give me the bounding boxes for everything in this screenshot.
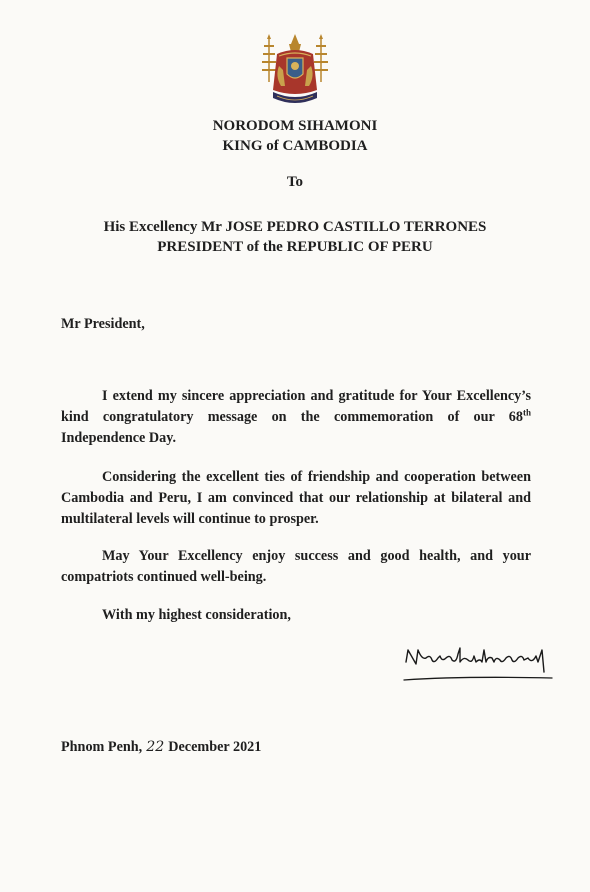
paragraph-1	[61, 386, 531, 449]
sender-title: KING of CAMBODIA	[222, 138, 368, 154]
salutation: Mr President,	[61, 316, 145, 332]
sender-block	[0, 116, 590, 156]
signature-icon	[402, 642, 562, 686]
paragraph-2: Considering the excellent ties of friendship and cooperation between Cambodia and Peru, I am convinced that our relationship at bilateral and multilateral levels will continue to prosper.	[61, 469, 531, 527]
recipient-line-1: His Excellency Mr JOSE PEDRO CASTILLO TERRONES	[103, 219, 487, 235]
place: Phnom Penh,	[61, 739, 143, 755]
recipient-block	[0, 217, 590, 257]
royal-crest-icon	[259, 32, 331, 110]
paragraph-3: May Your Excellency enjoy success and good health, and your compatriots continued well-being.	[61, 548, 531, 585]
month-year: December 2021	[168, 739, 262, 755]
paragraph-1-sup: th	[522, 407, 531, 418]
place-date	[61, 739, 261, 756]
to-label: To	[286, 174, 304, 190]
sender-name: NORODOM SIHAMONI	[212, 118, 378, 134]
closing-line: With my highest consideration,	[102, 607, 291, 623]
paragraph-1-tail: Independence Day.	[61, 430, 177, 446]
recipient-line-2: PRESIDENT of the REPUBLIC OF PERU	[157, 239, 433, 255]
handwritten-day: 22	[146, 739, 165, 755]
paragraph-1-text: I extend my sincere appreciation and gratitude for Your Excellency’s kind congratulatory message on the commemoration of our 68	[61, 388, 531, 425]
